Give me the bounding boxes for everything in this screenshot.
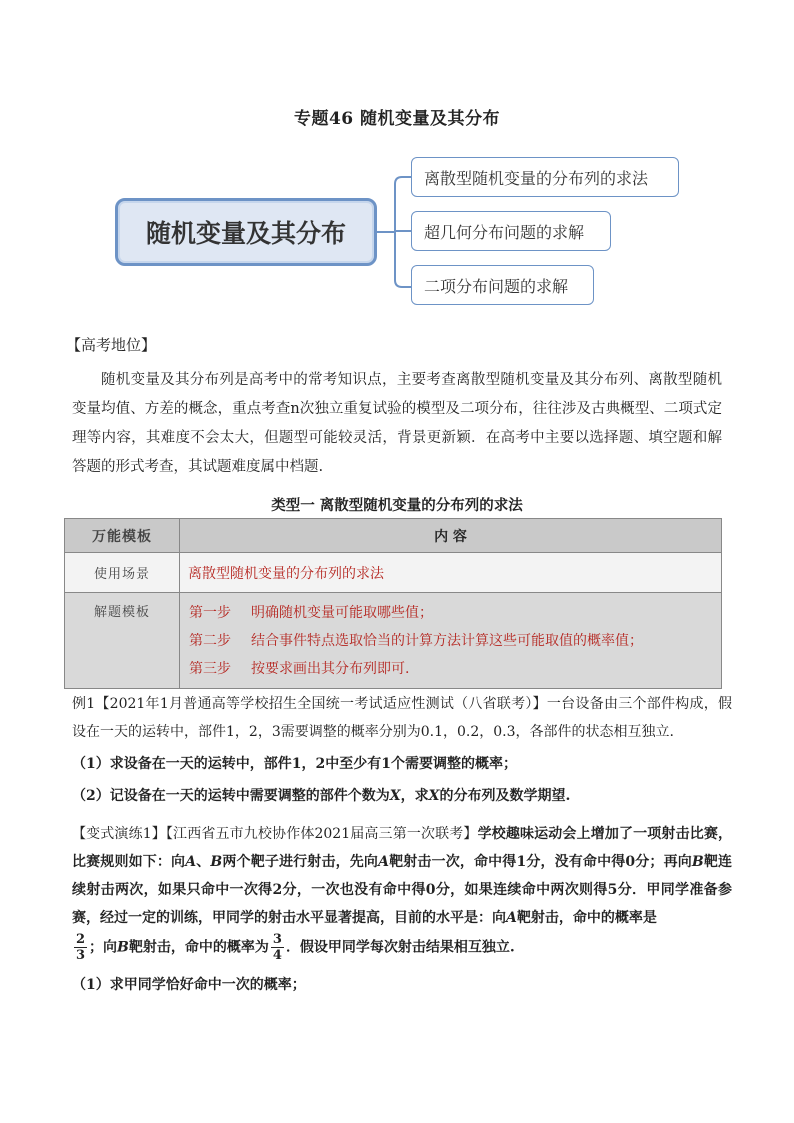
step-item xyxy=(181,627,720,655)
mindmap-root: 随机变量及其分布 xyxy=(115,198,377,266)
step-label: 第二步 xyxy=(189,632,231,649)
variant-1: 【变式演练1】【江西省五市九校协作体2021届高三第一次联考】学校趣味运动会上增加了一项射击比赛，比赛规则如下：向A、B两个靶子进行射击，先向A靶射击一次，命中得1分，没有命中得0分；再向B靶连续射击两次，如果只命中一次得2分，一次也没有命中得0分，如果连续命中两次则得5分．甲同学准备参赛，经过一定的训练，甲同学的射击水平显著提高，目前的水平是：向A靶射击，命中的概率是 $\frac{2}{3}$ ；向B靶射击，命中的概率为 $\frac{3}{4}$ ．假设甲同学每次射击结果相互独立. （1）求甲同学恰好命中一次的概率； xyxy=(72,820,732,999)
row-content-steps xyxy=(180,593,722,689)
section-tag: 【高考地位】 xyxy=(66,336,157,354)
row-label-template: 解题模板 xyxy=(65,593,180,689)
mindmap-leaf-hypergeometric: 超几何分布问题的求解 xyxy=(411,211,611,251)
example-1 xyxy=(72,690,732,810)
table-row xyxy=(65,593,722,689)
step-item xyxy=(181,655,720,683)
page-title: 专题46 随机变量及其分布 xyxy=(293,109,501,129)
mindmap-leaf-binomial: 二项分布问题的求解 xyxy=(411,265,594,305)
type-title: 类型一 离散型随机变量的分布列的求法 xyxy=(271,497,523,514)
variant-1-source: 【变式演练1】【江西省五市九校协作体2021届高三第一次联考】 xyxy=(72,826,478,842)
mindmap-leaf-discrete: 离散型随机变量的分布列的求法 xyxy=(411,157,679,197)
intro-paragraph: 随机变量及其分布列是高考中的常考知识点，主要考查离散型随机变量及其分布列、离散型随机变量均值、方差的概念，重点考查n次独立重复试验的模型及二项分布，往往涉及古典概型、二项式定理等内容，其难度不会太大，但题型可能较灵活，背景更新颖．在高考中主要以选择题、填空题和解答题的形式考查，其试题难度属中档题. xyxy=(72,372,722,475)
step-item xyxy=(181,599,720,627)
example-1-statement: 例1【2021年1月普通高等学校招生全国统一考试适应性测试（八省联考）】一台设备由三个部件构成，假设在一天的运转中，部件1，2，3需要调整的概率分别为0.1，0.2，0.3，各部件的状态相互独立. xyxy=(72,696,733,740)
step-text: 结合事件特点选取恰当的计算方法计算这些可能取值的概率值； xyxy=(251,632,643,649)
template-table xyxy=(64,518,722,689)
step-text: 按要求画出其分布列即可. xyxy=(251,660,410,677)
variant-1-q1: （1）求甲同学恰好命中一次的概率； xyxy=(72,977,306,993)
row-label-scene: 使用场景 xyxy=(65,553,180,593)
row-content-scene: 离散型随机变量的分布列的求法 xyxy=(180,553,722,593)
table-row xyxy=(65,553,722,593)
header-content: 内 容 xyxy=(180,519,722,553)
example-1-q1: （1）求设备在一天的运转中，部件1，2中至少有1个需要调整的概率； xyxy=(72,756,517,772)
step-label: 第三步 xyxy=(189,660,231,677)
fraction-two-thirds: $\frac{2}{3}$ xyxy=(76,932,86,963)
header-template: 万能模板 xyxy=(65,519,180,553)
table-header-row xyxy=(65,519,722,553)
step-label: 第一步 xyxy=(189,604,231,621)
fraction-three-quarters: $\frac{3}{4}$ xyxy=(272,932,282,963)
example-1-q2: （2）记设备在一天的运转中需要调整的部件个数为X，求X的分布列及数学期望. xyxy=(72,788,571,804)
step-text: 明确随机变量可能取哪些值； xyxy=(251,604,433,621)
